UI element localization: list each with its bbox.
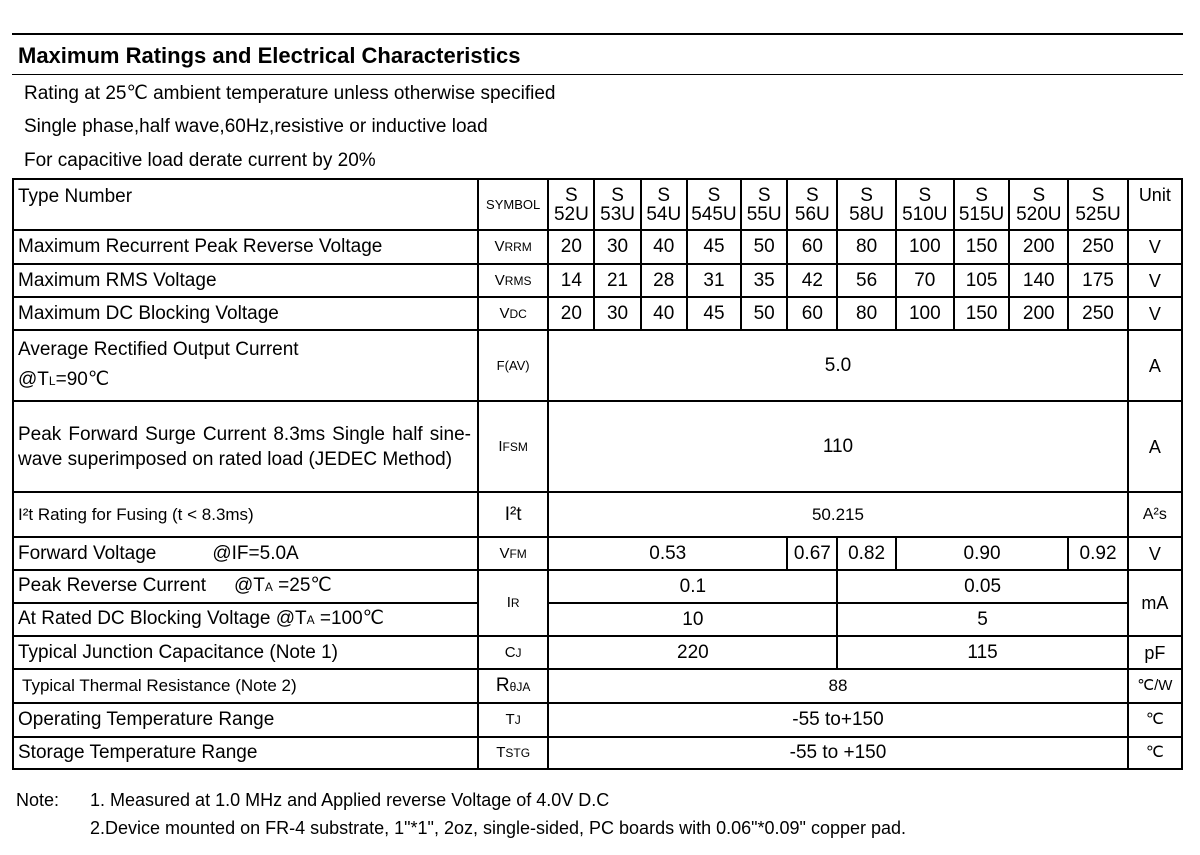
param-cond: @IF=5.0A: [212, 542, 299, 564]
cond-post: =90℃: [55, 369, 110, 390]
param-label: Operating Temperature Range: [13, 703, 478, 737]
cond-sub: A: [306, 613, 315, 627]
value-cell: 40: [641, 230, 687, 264]
type-suffix: 520U: [1016, 203, 1062, 225]
value-cell: 45: [687, 297, 741, 330]
symbol-main: T: [505, 711, 515, 728]
symbol-cell: I²t: [478, 492, 548, 537]
param-label: Typical Junction Capacitance (Note 1): [13, 636, 478, 669]
type-suffix: 545U: [691, 203, 737, 225]
value-cell: 200: [1009, 230, 1068, 264]
type-prefix: S: [757, 184, 771, 206]
symbol-cell: [478, 636, 548, 669]
unit-cell: ℃/W: [1128, 669, 1182, 703]
row-i2t: [13, 492, 1182, 537]
param-label: I²t Rating for Fusing (t < 8.3ms): [13, 492, 478, 537]
type-header-56u: [787, 179, 837, 230]
unit-cell: V: [1128, 297, 1182, 330]
row-vrms: [13, 264, 1182, 297]
symbol-cell: [478, 669, 548, 703]
param-label: [13, 603, 478, 636]
type-suffix: 52U: [553, 203, 589, 225]
unit-cell: A: [1128, 330, 1182, 401]
type-prefix: S: [860, 184, 873, 206]
unit-cell: A²s: [1128, 492, 1182, 537]
row-ifsm: [13, 401, 1182, 492]
param-label: Storage Temperature Range: [13, 737, 478, 769]
unit-cell: V: [1128, 537, 1182, 570]
param-text: Forward Voltage: [18, 542, 157, 564]
symbol-main: V: [494, 238, 505, 255]
param-label: [13, 537, 478, 570]
param-label: Typical Thermal Resistance (Note 2): [13, 669, 478, 703]
param-line-2: [18, 369, 477, 392]
type-prefix: S: [657, 184, 671, 206]
type-header-52u: [548, 179, 594, 230]
value-cell: 0.53: [548, 537, 787, 570]
symbol-main: V: [494, 271, 505, 289]
header-row: [13, 179, 1182, 230]
value-cell: 60: [787, 297, 837, 330]
ratings-table: [12, 178, 1183, 770]
value-cell: 30: [594, 230, 640, 264]
value-cell: 220: [548, 636, 837, 669]
value-cell: 5.0: [548, 330, 1127, 401]
value-cell: 50: [741, 297, 787, 330]
type-suffix: 58U: [849, 203, 884, 225]
symbol-sub: RMS: [504, 273, 532, 288]
type-prefix: S: [707, 184, 721, 206]
type-header-510u: [896, 179, 954, 230]
row-ir-100: [13, 603, 1182, 636]
param-label: Maximum DC Blocking Voltage: [13, 297, 478, 330]
symbol-cell: [478, 230, 548, 264]
value-cell: 115: [837, 636, 1127, 669]
row-ifav: [13, 330, 1182, 401]
symbol-cell: [478, 537, 548, 570]
type-header-545u: [687, 179, 741, 230]
value-cell: 100: [896, 297, 954, 330]
cond-post: =25℃: [272, 575, 332, 596]
symbol-header: [478, 179, 548, 230]
value-cell: 105: [954, 264, 1009, 297]
title-underline: [12, 74, 1183, 75]
value-cell: 80: [837, 230, 895, 264]
type-prefix: S: [565, 184, 578, 206]
cond-pre: @T: [233, 575, 265, 596]
value-cell: 50: [741, 230, 787, 264]
unit-cell: V: [1128, 264, 1182, 297]
value-cell: 80: [837, 297, 895, 330]
value-cell: 0.82: [837, 537, 895, 570]
row-ir-25: [13, 570, 1182, 603]
cond-sub: A: [264, 580, 273, 594]
type-prefix: S: [806, 184, 819, 206]
cond-pre: @T: [18, 369, 49, 390]
type-suffix: 525U: [1075, 203, 1121, 225]
unit-cell: V: [1128, 230, 1182, 264]
param-label: [13, 330, 478, 401]
value-cell: 45: [687, 230, 741, 264]
symbol-main: R: [495, 674, 510, 696]
section-title: Maximum Ratings and Electrical Characteristics: [18, 43, 521, 68]
symbol-main: I: [498, 437, 503, 455]
symbol-sub: θJA: [509, 679, 531, 694]
value-cell: 150: [954, 297, 1009, 330]
value-cell: 0.05: [837, 570, 1127, 603]
symbol-cell: [478, 703, 548, 737]
value-cell: 70: [896, 264, 954, 297]
type-prefix: S: [1032, 184, 1046, 206]
condition-line-2: Single phase,half wave,60Hz,resistive or inductive load: [24, 116, 488, 137]
value-cell: 21: [594, 264, 640, 297]
symbol-sub: R: [510, 596, 520, 610]
type-suffix: 54U: [646, 203, 682, 225]
symbol-sub: RRM: [504, 240, 532, 254]
value-cell: 50.215: [548, 492, 1127, 537]
row-tstg: [13, 737, 1182, 769]
type-header-515u: [954, 179, 1009, 230]
value-cell: 20: [548, 230, 594, 264]
param-label: Peak Forward Surge Current 8.3ms Single half sine-wave superimposed on rated load (JEDEC Method): [13, 401, 478, 492]
value-cell: 0.67: [787, 537, 837, 570]
row-tj: [13, 703, 1182, 737]
value-cell: 31: [687, 264, 741, 297]
value-cell: 20: [548, 297, 594, 330]
value-cell: 175: [1068, 264, 1127, 297]
value-cell: 5: [837, 603, 1127, 636]
type-header-525u: [1068, 179, 1127, 230]
value-cell: 200: [1009, 297, 1068, 330]
type-suffix: 515U: [958, 203, 1005, 225]
param-line-1: Average Rectified Output Current: [18, 339, 299, 360]
note-item-1: 1. Measured at 1.0 MHz and Applied reverse Voltage of 4.0V D.C: [90, 790, 610, 810]
value-cell: 150: [954, 230, 1009, 264]
symbol-main: T: [496, 744, 506, 761]
value-cell: 56: [837, 264, 895, 297]
value-cell: 42: [787, 264, 837, 297]
symbol-main: V: [499, 304, 510, 322]
symbol-sub: J: [514, 713, 521, 727]
type-number-label: Type Number: [13, 179, 478, 230]
value-cell: 0.90: [896, 537, 1069, 570]
value-cell: 60: [787, 230, 837, 264]
symbol-main: C: [504, 643, 516, 661]
param-label: [13, 570, 478, 603]
param-text: At Rated DC Blocking Voltage @T: [18, 608, 307, 629]
value-cell: 14: [548, 264, 594, 297]
symbol-sub: STG: [505, 746, 531, 760]
value-cell: 250: [1068, 230, 1127, 264]
symbol-header-text: SYMBOL: [486, 196, 541, 212]
value-cell: 0.92: [1068, 537, 1127, 570]
type-prefix: S: [975, 184, 988, 206]
symbol-sub: FM: [509, 546, 527, 561]
value-cell: 250: [1068, 297, 1127, 330]
type-prefix: S: [918, 184, 932, 206]
symbol-text: F(AV): [496, 357, 530, 373]
row-cj: [13, 636, 1182, 669]
type-header-520u: [1009, 179, 1068, 230]
value-cell: 0.1: [548, 570, 837, 603]
unit-cell: ℃: [1128, 737, 1182, 769]
symbol-cell: [478, 297, 548, 330]
value-cell: 100: [896, 230, 954, 264]
param-text: Peak Reverse Current: [18, 575, 206, 596]
top-rule: [12, 33, 1183, 35]
value-cell: 30: [594, 297, 640, 330]
type-prefix: S: [1091, 184, 1105, 206]
value-cell: 40: [641, 297, 687, 330]
value-cell: 10: [548, 603, 837, 636]
value-cell: 35: [741, 264, 787, 297]
symbol-cell: [478, 570, 548, 636]
symbol-cell: [478, 330, 548, 401]
value-cell: -55 to +150: [548, 737, 1127, 769]
type-header-58u: [837, 179, 895, 230]
value-cell: 88: [548, 669, 1127, 703]
symbol-cell: [478, 401, 548, 492]
unit-cell: A: [1128, 401, 1182, 492]
value-cell: 28: [641, 264, 687, 297]
value-cell: 140: [1009, 264, 1068, 297]
condition-line-1: Rating at 25℃ ambient temperature unless otherwise specified: [24, 83, 556, 104]
condition-line-3: For capacitive load derate current by 20%: [24, 150, 376, 171]
symbol-main: V: [499, 544, 510, 562]
unit-cell: mA: [1128, 570, 1182, 636]
param-label: Maximum Recurrent Peak Reverse Voltage: [13, 230, 478, 264]
type-header-54u: [641, 179, 687, 230]
row-vdc: [13, 297, 1182, 330]
value-cell: 110: [548, 401, 1127, 492]
symbol-sub: DC: [509, 306, 527, 321]
symbol-cell: [478, 737, 548, 769]
note-item-2: 2.Device mounted on FR-4 substrate, 1"*1", 2oz, single-sided, PC boards with 0.06"*0.09" copper pad.: [90, 818, 907, 838]
symbol-sub: FSM: [502, 439, 528, 454]
type-header-53u: [594, 179, 640, 230]
row-rtheta: [13, 669, 1182, 703]
type-suffix: 55U: [746, 203, 782, 225]
cond-post: =100℃: [314, 608, 385, 629]
symbol-cell: [478, 264, 548, 297]
type-header-55u: [741, 179, 787, 230]
type-prefix: S: [611, 184, 624, 206]
param-label: Maximum RMS Voltage: [13, 264, 478, 297]
symbol-sub: J: [515, 645, 522, 660]
type-suffix: 510U: [902, 203, 948, 225]
cond-sub: L: [48, 374, 56, 388]
unit-header: Unit: [1128, 179, 1182, 230]
symbol-main: I: [506, 594, 511, 611]
unit-cell: pF: [1128, 636, 1182, 669]
type-suffix: 56U: [794, 203, 830, 225]
value-cell: -55 to+150: [548, 703, 1127, 737]
row-vfm: [13, 537, 1182, 570]
type-suffix: 53U: [600, 203, 635, 225]
row-vrrm: [13, 230, 1182, 264]
notes-label: Note:: [16, 790, 60, 810]
unit-cell: ℃: [1128, 703, 1182, 737]
